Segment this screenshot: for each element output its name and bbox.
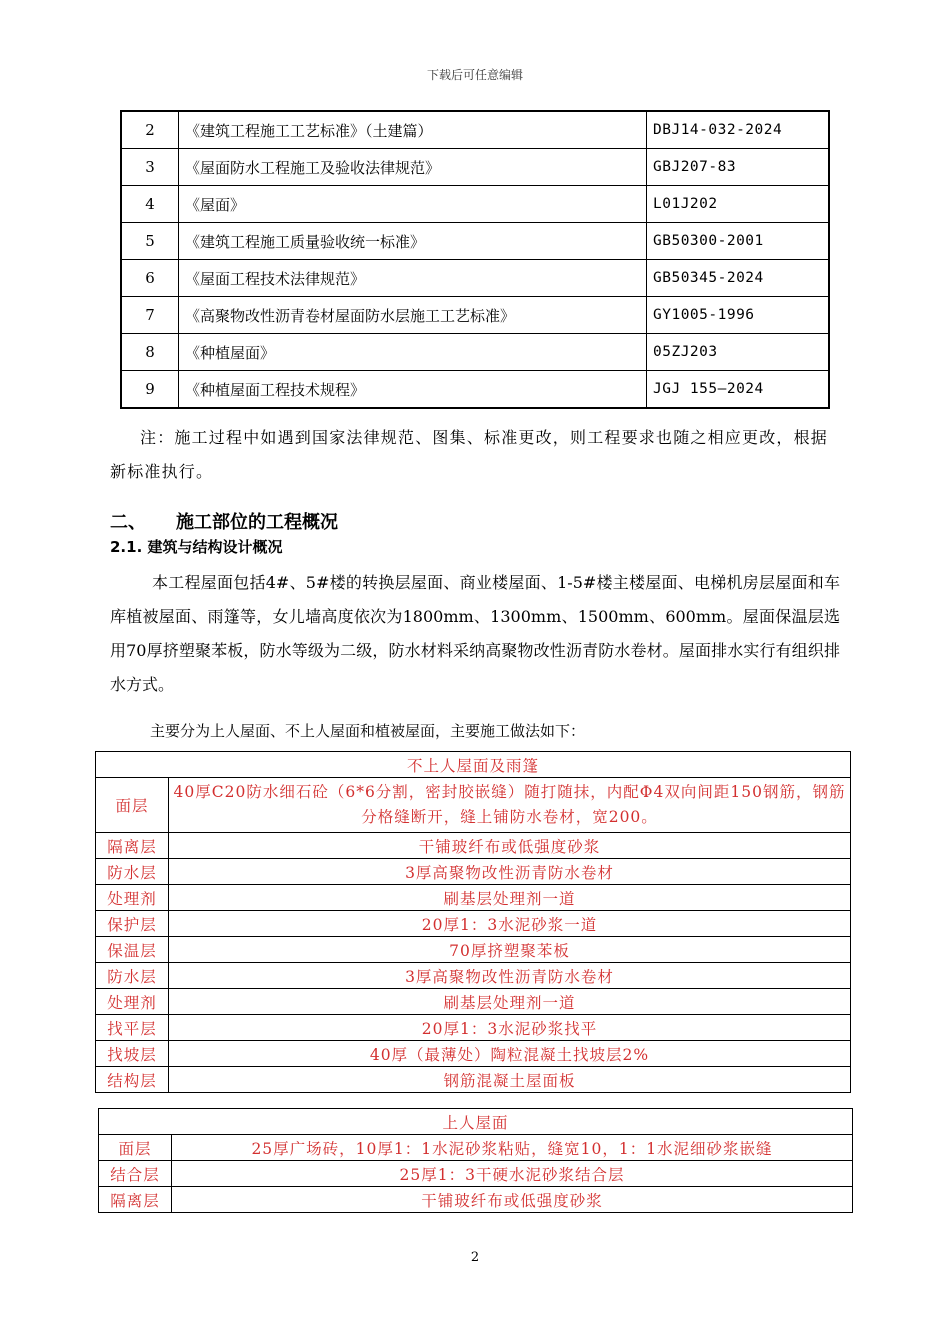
table-row: [99, 1187, 853, 1213]
table-row: [96, 833, 851, 859]
standard-title: 《屋面工程技术法律规范》: [179, 260, 647, 297]
standard-code: 05ZJ203: [647, 334, 830, 371]
layer-label: 找平层: [96, 1015, 169, 1041]
accessible-roof-table: [98, 1108, 853, 1213]
table-title-row: [96, 752, 851, 778]
layer-spec: 干铺玻纤布或低强度砂浆: [169, 833, 851, 859]
table-row: [96, 778, 851, 833]
standard-code: GB50345-2024: [647, 260, 830, 297]
layer-spec: 3厚高聚物改性沥青防水卷材: [169, 963, 851, 989]
table-row: [96, 937, 851, 963]
table-row: [121, 260, 829, 297]
layer-label: 面层: [96, 778, 169, 833]
layer-label: 结合层: [99, 1161, 172, 1187]
table-row: [96, 1041, 851, 1067]
table-title: 上人屋面: [99, 1109, 853, 1135]
standard-title: 《屋面防水工程施工及验收法律规范》: [179, 149, 647, 186]
page-header: 下载后可任意编辑: [426, 68, 523, 82]
section-heading: [110, 508, 338, 534]
layer-spec: 刷基层处理剂一道: [169, 989, 851, 1015]
layer-spec: 70厚挤塑聚苯板: [169, 937, 851, 963]
standard-code: GB50300-2001: [647, 223, 830, 260]
standard-code: JGJ 155—2024: [647, 371, 830, 409]
section-title: 施工部位的工程概况: [176, 512, 338, 533]
layer-spec: 干铺玻纤布或低强度砂浆: [172, 1187, 853, 1213]
layer-label: 保护层: [96, 911, 169, 937]
standard-code: DBJ14-032-2024: [647, 111, 830, 149]
layer-label: 面层: [99, 1135, 172, 1161]
layer-label: 结构层: [96, 1067, 169, 1093]
method-intro: 主要分为上人屋面、不上人屋面和植被屋面，主要施工做法如下：: [150, 722, 586, 740]
table-row: [96, 885, 851, 911]
table-row: [121, 297, 829, 334]
row-number: 5: [121, 223, 179, 260]
layer-label: 找坡层: [96, 1041, 169, 1067]
table-row: [99, 1135, 853, 1161]
table-title-row: [99, 1109, 853, 1135]
layer-label: 处理剂: [96, 885, 169, 911]
table-row: [121, 223, 829, 260]
standard-code: GBJ207-83: [647, 149, 830, 186]
table-row: [96, 911, 851, 937]
table-title: 不上人屋面及雨篷: [96, 752, 851, 778]
row-number: 2: [121, 111, 179, 149]
layer-spec: 40厚C20防水细石砼（6*6分割，密封胶嵌缝）随打随抹，内配Φ4双向间距150钢筋，钢筋分格缝断开，缝上铺防水卷材，宽200。: [169, 778, 851, 833]
table-row: [96, 859, 851, 885]
table-row: [96, 1067, 851, 1093]
table-row: [99, 1161, 853, 1187]
row-number: 4: [121, 186, 179, 223]
table-row: [96, 989, 851, 1015]
table-row: [96, 1015, 851, 1041]
table-row: [121, 334, 829, 371]
table-row: [96, 963, 851, 989]
layer-spec: 20厚1：3水泥砂浆一道: [169, 911, 851, 937]
standards-table: [120, 110, 830, 409]
layer-spec: 钢筋混凝土屋面板: [169, 1067, 851, 1093]
table-row: [121, 111, 829, 149]
standard-title: 《建筑工程施工工艺标准》（土建篇）: [179, 111, 647, 149]
layer-spec: 25厚1：3干硬水泥砂浆结合层: [172, 1161, 853, 1187]
page-number: 2: [470, 1250, 480, 1265]
layer-spec: 40厚（最薄处）陶粒混凝土找坡层2%: [169, 1041, 851, 1067]
standard-title: 《屋面》: [179, 186, 647, 223]
standard-code: GY1005-1996: [647, 297, 830, 334]
subsection-heading: 2.1. 建筑与结构设计概况: [110, 538, 283, 556]
standard-title: 《种植屋面》: [179, 334, 647, 371]
layer-label: 防水层: [96, 963, 169, 989]
row-number: 9: [121, 371, 179, 409]
non-accessible-roof-table: [95, 751, 851, 1093]
overview-paragraph: 本工程屋面包括4#、5#楼的转换层屋面、商业楼屋面、1-5#楼主楼屋面、电梯机房层屋面和车库植被屋面、雨篷等，女儿墙高度依次为1800mm、1300mm、1500mm、600mm。屋面保温层选用70厚挤塑聚苯板，防水等级为二级，防水材料采纳高聚物改性沥青防水卷材。屋面排水实行有组织排水方式。: [110, 573, 840, 694]
table-row: [121, 149, 829, 186]
layer-spec: 3厚高聚物改性沥青防水卷材: [169, 859, 851, 885]
standard-title: 《高聚物改性沥青卷材屋面防水层施工工艺标准》: [179, 297, 647, 334]
layer-label: 保温层: [96, 937, 169, 963]
table-row: [121, 371, 829, 409]
row-number: 3: [121, 149, 179, 186]
section-number: 二、: [110, 512, 146, 533]
layer-spec: 20厚1：3水泥砂浆找平: [169, 1015, 851, 1041]
standard-title: 《种植屋面工程技术规程》: [179, 371, 647, 409]
standard-title: 《建筑工程施工质量验收统一标准》: [179, 223, 647, 260]
standard-code: L01J202: [647, 186, 830, 223]
layer-spec: 25厚广场砖，10厚1：1水泥砂浆粘贴，缝宽10，1：1水泥细砂浆嵌缝: [172, 1135, 853, 1161]
table-row: [121, 186, 829, 223]
note-paragraph: 注：施工过程中如遇到国家法律规范、图集、标准更改，则工程要求也随之相应更改，根据新标准执行。: [110, 428, 829, 481]
row-number: 7: [121, 297, 179, 334]
layer-label: 防水层: [96, 859, 169, 885]
layer-label: 隔离层: [96, 833, 169, 859]
layer-label: 隔离层: [99, 1187, 172, 1213]
layer-label: 处理剂: [96, 989, 169, 1015]
row-number: 6: [121, 260, 179, 297]
layer-spec: 刷基层处理剂一道: [169, 885, 851, 911]
row-number: 8: [121, 334, 179, 371]
